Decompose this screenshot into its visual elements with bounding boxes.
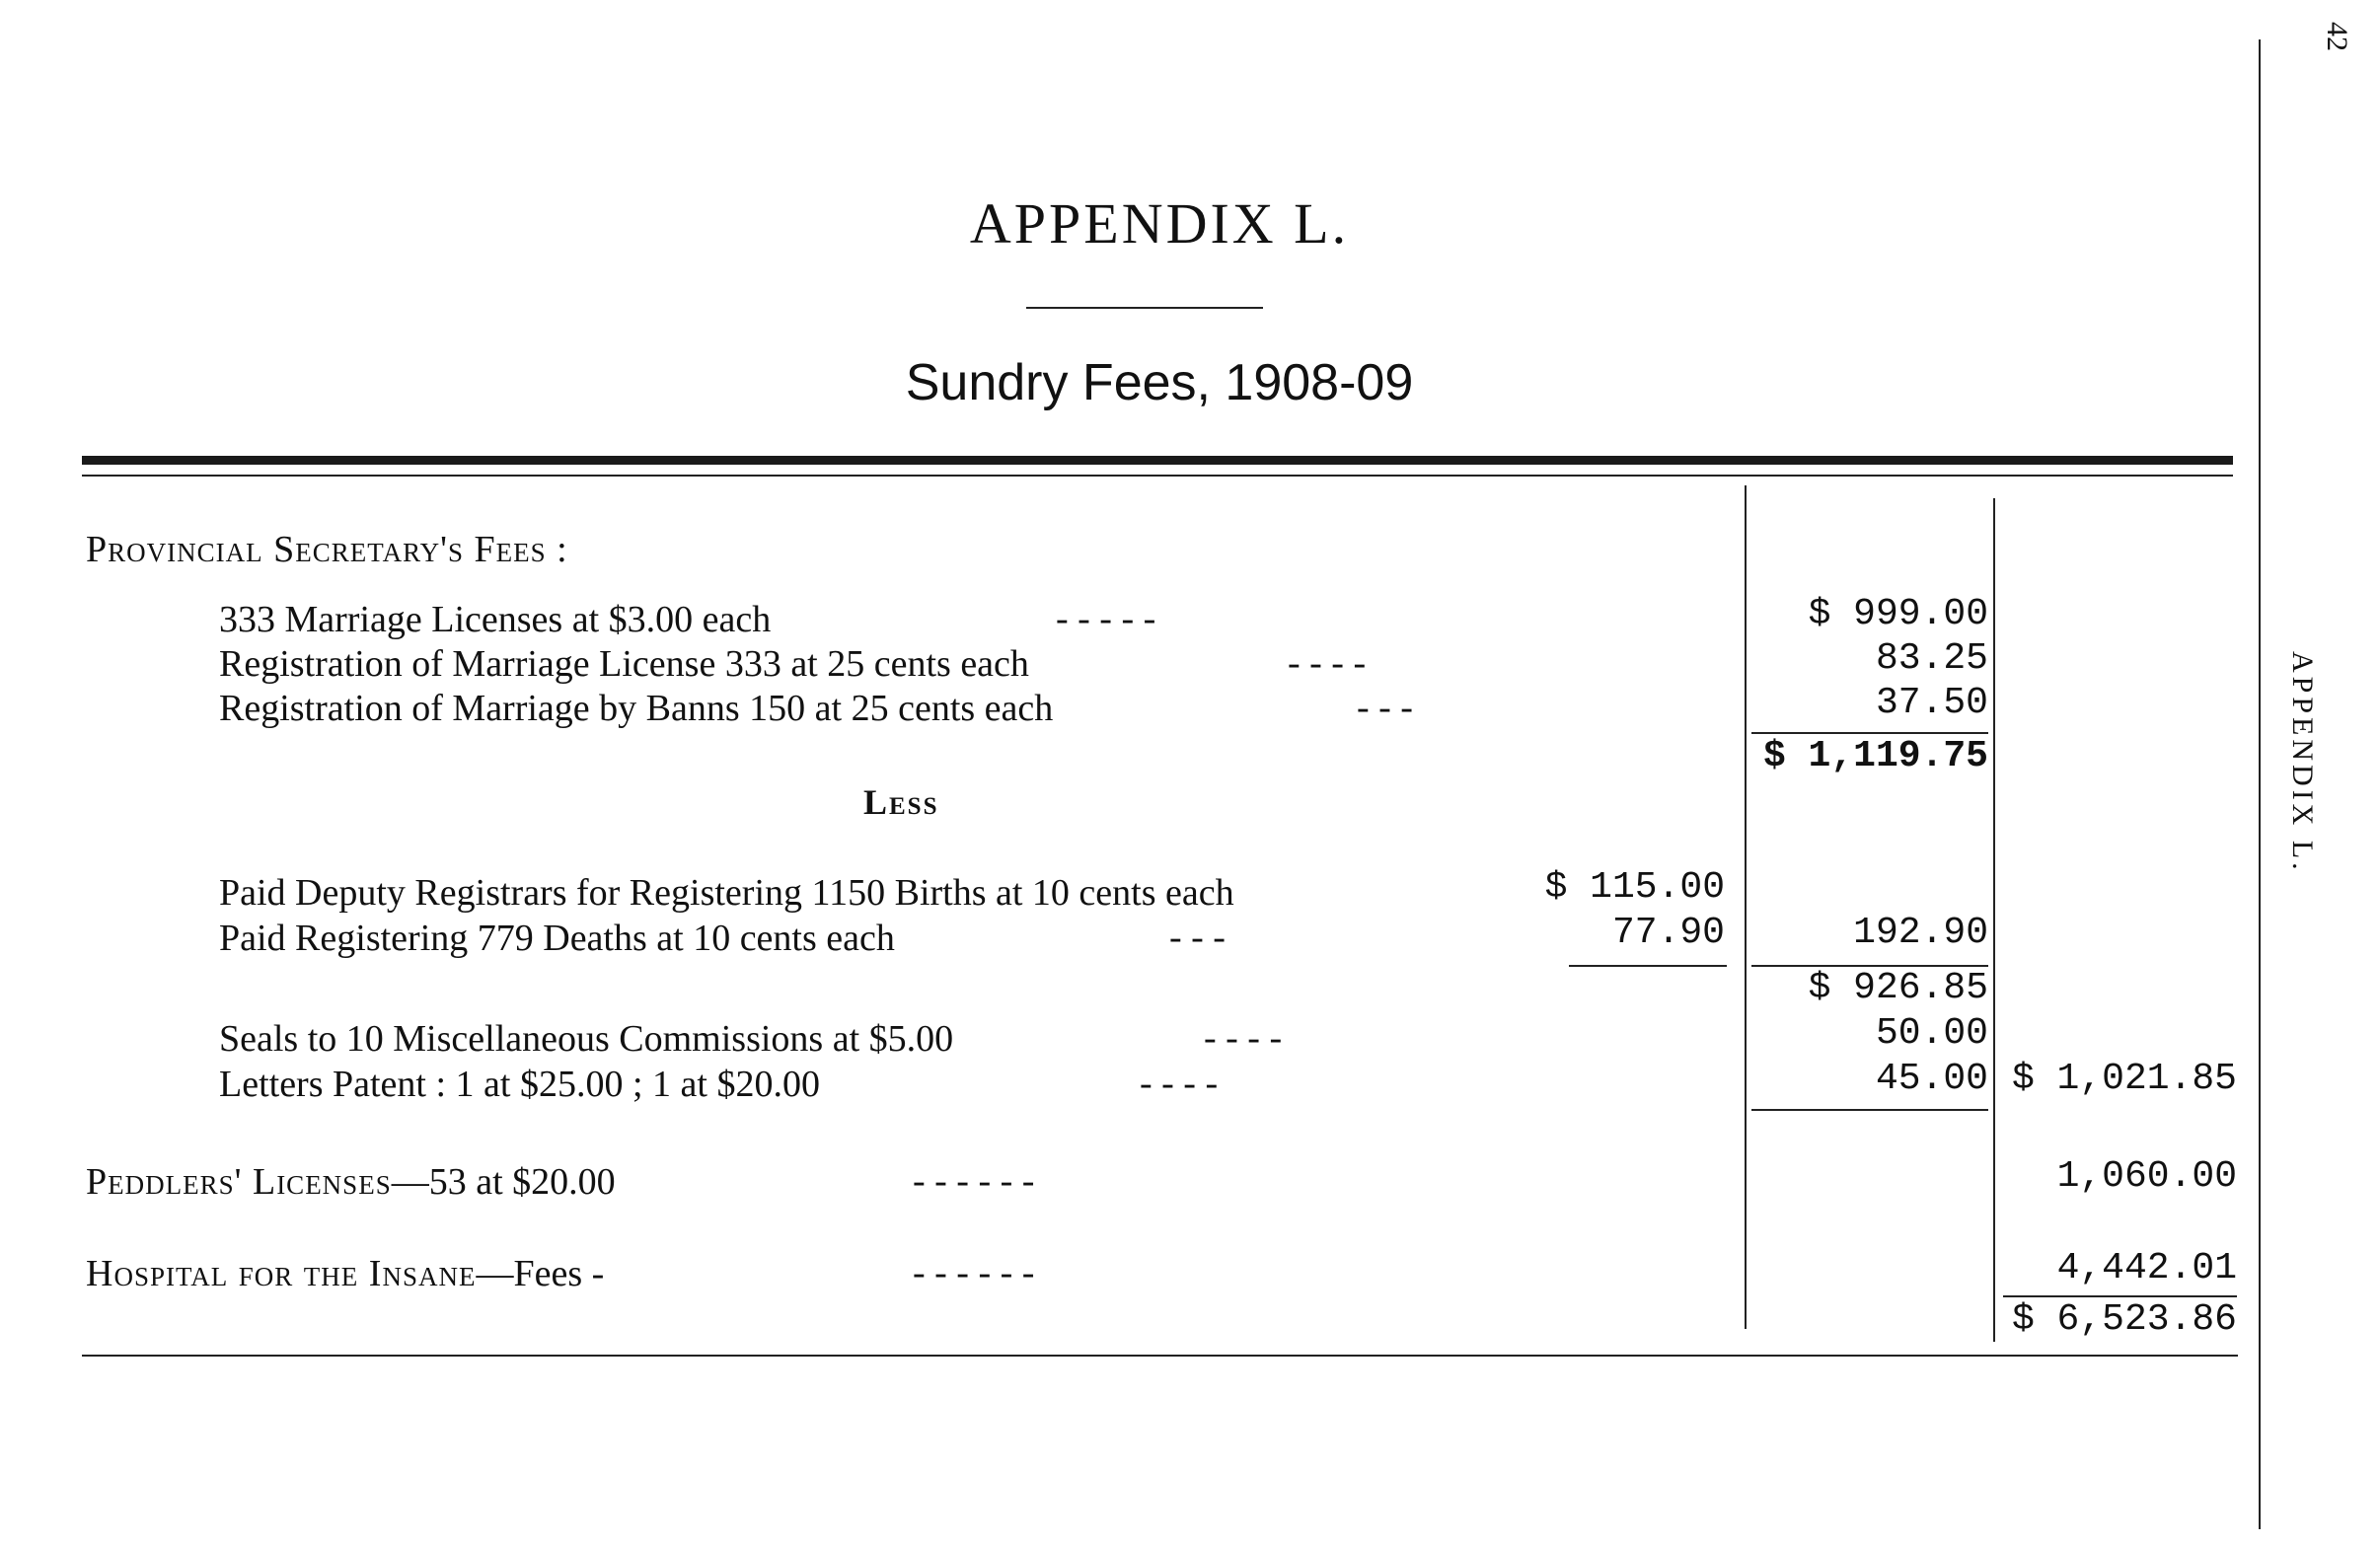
dot-leaders: - - - - bbox=[1140, 1063, 1219, 1104]
dot-leaders: - - - - bbox=[1288, 642, 1367, 684]
amount-col2: $ 999.00 bbox=[1808, 593, 1988, 635]
section-heading-provincial: Provincial Secretary's Fees : bbox=[86, 529, 568, 570]
section-total-rule bbox=[1751, 1109, 1988, 1111]
page-subtitle: Sundry Fees, 1908-09 bbox=[905, 354, 1414, 411]
amount-col3: 4,442.01 bbox=[2056, 1247, 2237, 1289]
grand-total: $ 6,523.86 bbox=[2011, 1298, 2237, 1341]
side-running-head: APPENDIX L. bbox=[2286, 651, 2319, 874]
amount-col3: 1,060.00 bbox=[2056, 1155, 2237, 1198]
dot-leaders: - - - - - - bbox=[913, 1252, 1035, 1293]
dot-leaders: - - - - - - bbox=[913, 1160, 1035, 1202]
line-label: Registration of Marriage by Banns 150 at 25 cents each bbox=[219, 688, 1054, 729]
grand-total-rule bbox=[2003, 1295, 2237, 1297]
amount-col1: 77.90 bbox=[1611, 912, 1725, 954]
amount-col2: 192.90 bbox=[1853, 912, 1988, 954]
section-heading-peddlers: Peddlers' Licenses bbox=[86, 1161, 392, 1203]
table-top-thin-rule bbox=[82, 475, 2233, 477]
line-label: Seals to 10 Miscellaneous Commissions at $5.00 bbox=[219, 1018, 954, 1060]
column-divider-1 bbox=[1745, 485, 1747, 1329]
dot-leaders: - - - bbox=[1357, 687, 1413, 728]
peddlers-detail: —53 at $20.00 bbox=[391, 1161, 616, 1203]
line-label: Registration of Marriage License 333 at 25 cents each bbox=[219, 643, 1029, 685]
dot-leaders: - - - - - bbox=[1056, 598, 1156, 639]
amount-col2: 50.00 bbox=[1875, 1012, 1988, 1055]
subtotal-rule bbox=[1751, 732, 1988, 734]
title-divider bbox=[1026, 307, 1263, 309]
amount-col2: 45.00 bbox=[1875, 1058, 1988, 1100]
page-title: APPENDIX L. bbox=[969, 191, 1350, 256]
table-bottom-rule bbox=[82, 1355, 2238, 1357]
subtotal-amount: $ 1,119.75 bbox=[1762, 735, 1988, 777]
section-heading-hospital: Hospital for the Insane bbox=[86, 1253, 477, 1294]
deduction-label: Paid Deputy Registrars for Registering 1150 Births at 10 cents each bbox=[219, 872, 1234, 914]
page-number: 42 bbox=[2321, 22, 2353, 51]
line-label: 333 Marriage Licenses at $3.00 each bbox=[219, 599, 772, 640]
amount-col1: $ 115.00 bbox=[1544, 866, 1725, 909]
dot-leaders: - - - bbox=[1169, 917, 1226, 958]
table-top-thick-rule bbox=[82, 456, 2233, 465]
page-margin-rule bbox=[2259, 39, 2261, 1529]
less-label: Less bbox=[863, 782, 939, 822]
amount-col3: $ 1,021.85 bbox=[2011, 1058, 2237, 1100]
deduction-rule bbox=[1569, 965, 1727, 967]
hospital-detail: —Fees - bbox=[476, 1253, 605, 1294]
net-amount: $ 926.85 bbox=[1808, 967, 1988, 1009]
line-label: Letters Patent : 1 at $25.00 ; 1 at $20.00 bbox=[219, 1064, 820, 1105]
deduction-label: Paid Registering 779 Deaths at 10 cents each bbox=[219, 918, 895, 959]
amount-col2: 37.50 bbox=[1875, 682, 1988, 724]
dot-leaders: - - - - bbox=[1204, 1017, 1283, 1059]
amount-col2: 83.25 bbox=[1875, 637, 1988, 680]
column-divider-2 bbox=[1993, 498, 1995, 1342]
